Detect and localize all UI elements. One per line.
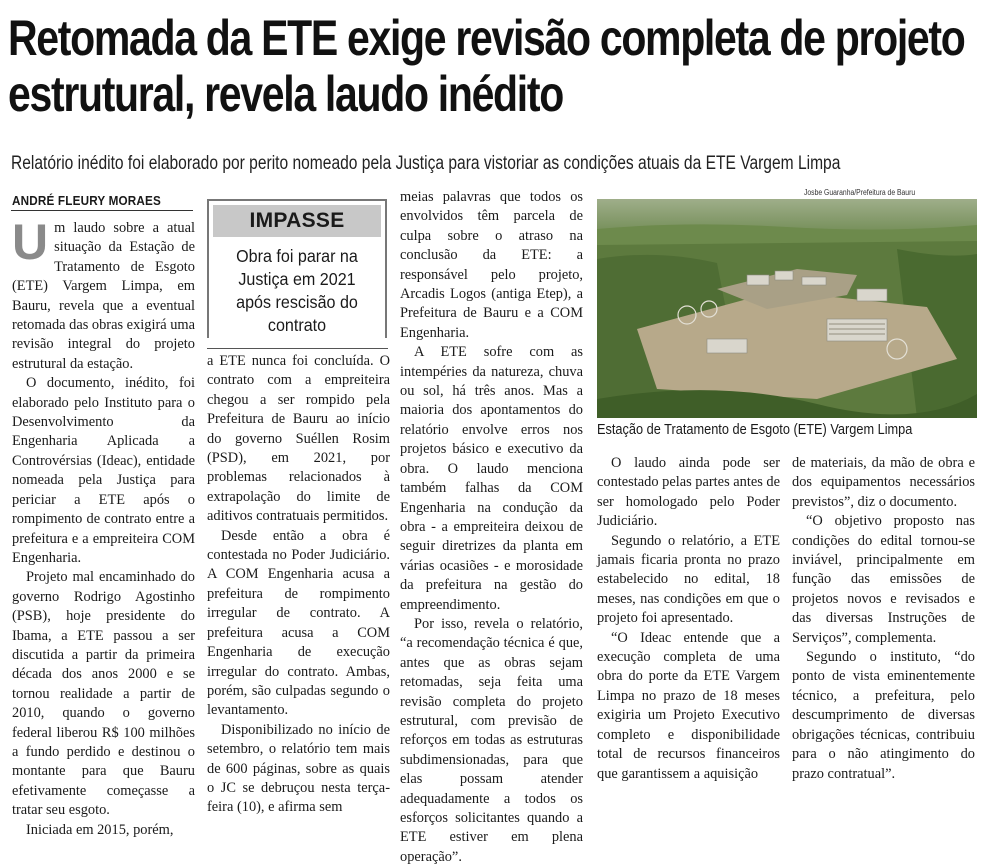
article-paragraph: A ETE sofre com as intempéries da natureza, chuva ou sol, há três anos. Mas a maioria dos apontamentos do relatório envolve erros nos projetos básico e executivo da obra. O laudo menciona também falhas da COM Engenharia na condução da obra - a empreiteira deixou de seguir diretrizes da planta em várias ocasiões - e morosidade da prefeitura na gestão do empreendimento. [400, 344, 583, 613]
impasse-title: IMPASSE [213, 205, 381, 237]
article-paragraph: a ETE nunca foi concluída. O contrato com a empreiteira chegou a ser rompido pela Prefeitura de Bauru ao início do governo Suéllen Rosim (PSD), em 2021, por problemas relacionados à extrapolação do limite de aditivos contratuais permitidos. [207, 353, 390, 525]
article-column-2 [207, 352, 390, 816]
aerial-photo [597, 199, 977, 418]
impasse-text: Obra foi parar na Justiça em 2021 após rescisão do contrato [236, 246, 358, 335]
article-paragraph: “O Ideac entende que a execução completa de uma obra do porte da ETE Vargem Limpa no prazo de 18 meses exigiria um Projeto Executivo completo e disponibilidade total de recursos financeiros que garantissem a aquisição [597, 629, 780, 782]
drop-cap: U [12, 214, 49, 270]
article-paragraph: meias palavras que todos os envolvidos têm parcela de culpa sobre o atraso na conclusão da ETE: a responsável pelo projeto, Arcadis Logos (antiga Etep), a Prefeitura de Bauru e a COM Engenharia. [400, 189, 583, 341]
article-paragraph: Desde então a obra é contestada no Poder Judiciário. A COM Engenharia acusa a prefeitura de rompimento irregular de contrato. A prefeitura acusa a COM Engenharia de execução irregular do contrato. Ambas, porém, são culpadas segundo o levantamento. [207, 527, 390, 719]
sidebar-divider [207, 348, 388, 349]
article-paragraph: O documento, inédito, foi elaborado pelo Instituto para o Desenvolvimento da Engenharia Aplicada a Controvérsias (Ideac), entidade nomeada pela Justiça para periciar a ETE após o rompimento de contrato entre a prefeitura e a empreiteira COM Engenharia. [12, 375, 195, 566]
impasse-sidebar-box [207, 199, 387, 338]
byline: ANDRÉ FLEURY MORAES [12, 193, 162, 208]
article-paragraph: “O objetivo proposto nas condições do edital tornou-se inviável, principalmente em função das emissões de projetos novos e revisados e das diversas Instruções de Serviços”, complementa. [792, 513, 975, 646]
article-paragraph: Um laudo sobre a atual situação da Estação de Tratamento de Esgoto (ETE) Vargem Limpa, em Bauru, revela que a eventual retomada das obras exigirá uma revisão integral do projeto estrutural da estação. [12, 214, 196, 372]
article-paragraph: de materiais, da mão de obra e dos equipamentos necessários previstos”, diz o documento. [792, 455, 975, 510]
article-paragraph: Segundo o relatório, a ETE jamais ficaria pronta no prazo estabelecido no edital, 18 meses, nas condições em que o projeto foi apresentado. [597, 532, 780, 627]
article-column-5 [792, 454, 975, 782]
article-column-3 [400, 188, 583, 865]
photo-caption: Estação de Tratamento de Esgoto (ETE) Vargem Limpa [597, 422, 913, 438]
byline-divider [11, 210, 193, 211]
headline: Retomada da ETE exige revisão completa de projeto estrutural, revela laudo inédito [8, 10, 965, 122]
article-paragraph: Por isso, revela o relatório, “a recomendação técnica é que, antes que as obras sejam retomadas, seja feita uma revisão completa do projeto estrutural, com previsão de reforços em todas as estruturas subdimensionadas, para que elas possam atender adequadamente a todos os esforços solicitantes quando a ETE estiver em plena operação”. [400, 615, 583, 865]
aerial-photo-illustration [597, 199, 977, 418]
article-column-1 [12, 214, 196, 838]
article-paragraph: Disponibilizado no início de setembro, o relatório tem mais de 600 páginas, sobre as quais o JC se debruçou nesta terça-feira (10), e afirma sem [207, 721, 390, 816]
article-paragraph: Iniciada em 2015, porém, [26, 821, 174, 838]
article-column-4 [597, 454, 781, 782]
photo-credit: Josbe Guaranha/Prefeitura de Bauru [804, 188, 916, 197]
article-paragraph: Segundo o instituto, “do ponto de vista eminentemente técnico, a prefeitura, pelo descumprimento de diversas obrigações técnicas, contribuiu para o não atingimento do prazo contratual”. [792, 649, 975, 782]
article-paragraph: Projeto mal encaminhado do governo Rodrigo Agostinho (PSB), hoje presidente do Ibama, a ETE passou a ser discutida a partir da primeira década dos anos 2000 e se tornou realidade a partir de 2010, quando o governo federal liberou R$ 100 milhões a fundo perdido e destinou o montante para que Bauru efetivamente começasse a tratar seu esgoto. [12, 569, 195, 819]
subtitle: Relatório inédito foi elaborado por perito nomeado pela Justiça para vistoriar as condições atuais da ETE Vargem Limpa [11, 153, 841, 174]
article-paragraph: O laudo ainda pode ser contestado pelas partes antes de ser homologado pelo Poder Judiciário. [597, 455, 781, 530]
